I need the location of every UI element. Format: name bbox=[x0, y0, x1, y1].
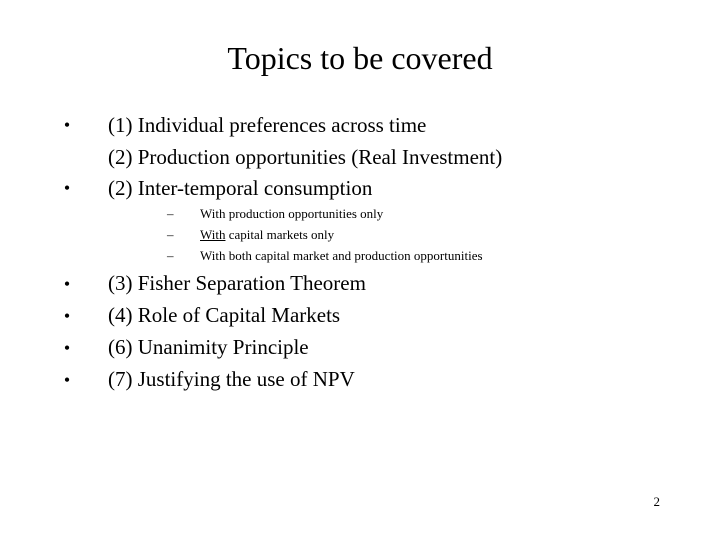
bullet-marker: • bbox=[63, 306, 71, 326]
topic-item-4: (3) Fisher Separation Theorem bbox=[108, 271, 366, 295]
bullet-marker: • bbox=[63, 338, 71, 358]
sub-item-2 bbox=[200, 226, 334, 243]
slide-title: Topics to be covered bbox=[227, 40, 493, 76]
dash-marker: – bbox=[167, 248, 174, 263]
dash-marker: – bbox=[167, 227, 174, 242]
bullet-marker: • bbox=[63, 178, 71, 198]
page-number: 2 bbox=[653, 494, 660, 509]
bullet-marker: • bbox=[63, 115, 71, 135]
topic-item-1: (1) Individual preferences across time bbox=[108, 113, 427, 137]
topic-item-5: (4) Role of Capital Markets bbox=[108, 303, 341, 327]
sub-item-2-underlined-word: With bbox=[200, 227, 226, 242]
topic-item-3: (2) Inter-temporal consumption bbox=[108, 176, 373, 200]
topic-item-7: (7) Justifying the use of NPV bbox=[108, 367, 355, 391]
topic-item-2: (2) Production opportunities (Real Investment) bbox=[108, 145, 503, 169]
topic-item-6: (6) Unanimity Principle bbox=[108, 335, 309, 359]
sub-item-3: With both capital market and production opportunities bbox=[200, 248, 483, 263]
sub-item-2-rest: capital markets only bbox=[225, 227, 335, 242]
dash-marker: – bbox=[167, 206, 174, 221]
bullet-marker: • bbox=[63, 274, 71, 294]
bullet-marker: • bbox=[63, 370, 71, 390]
sub-item-1: With production opportunities only bbox=[200, 206, 384, 221]
